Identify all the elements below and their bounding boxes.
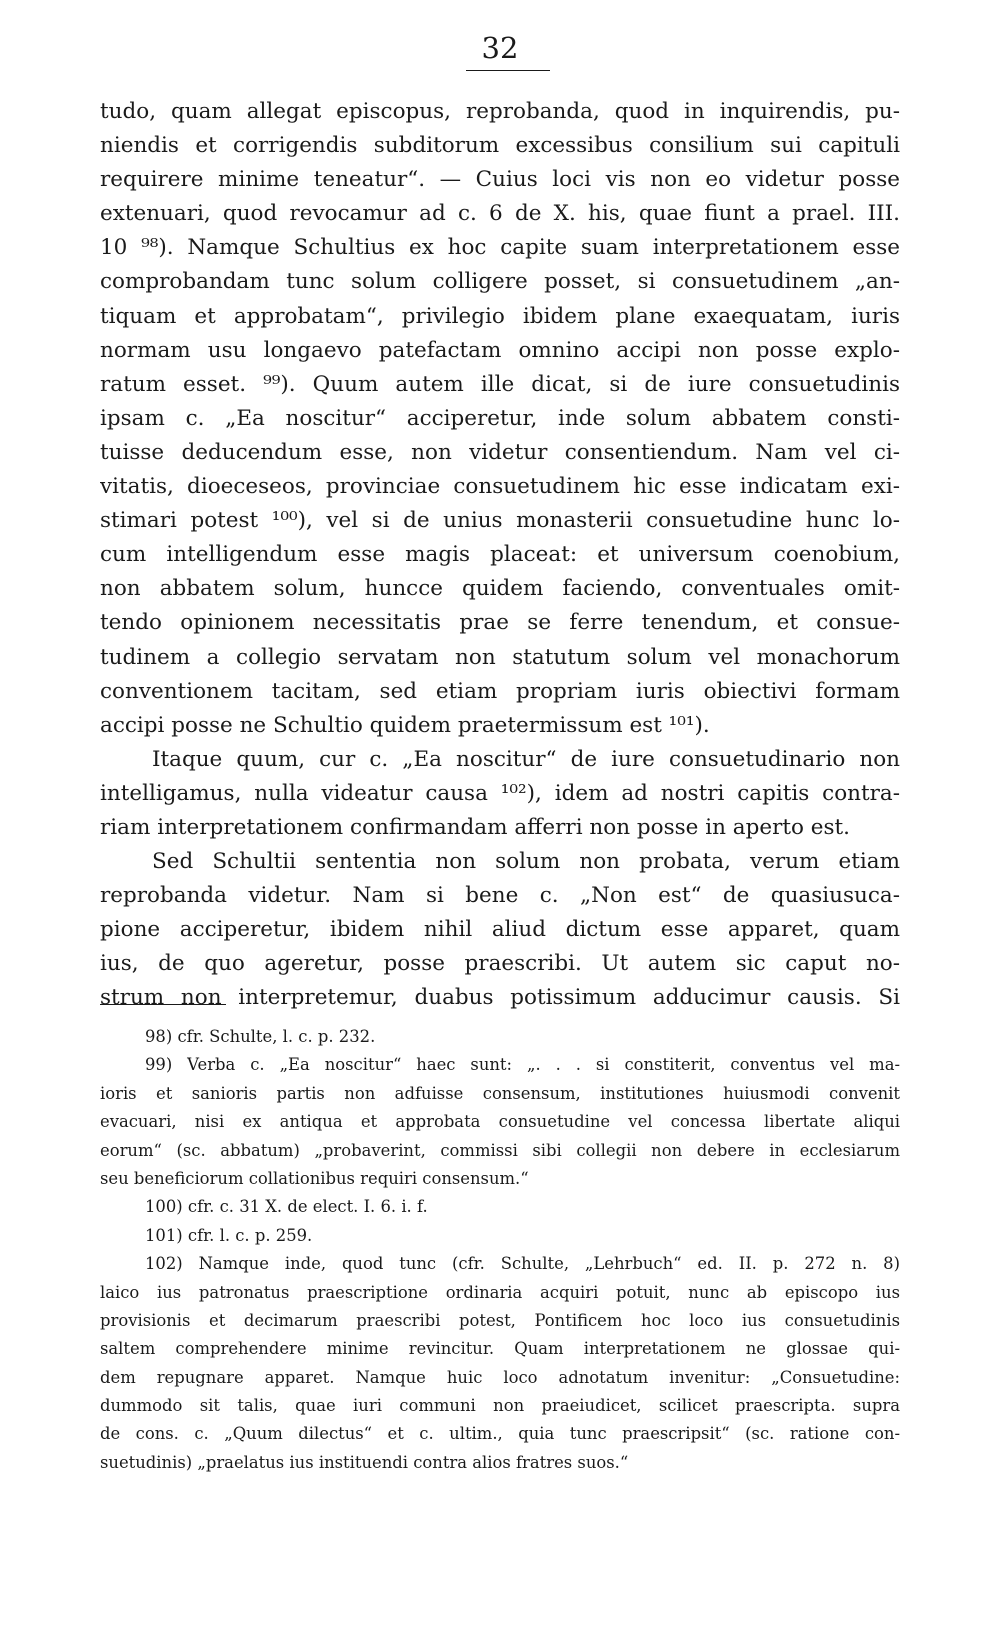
text-line: pione acciperetur, ibidem nihil aliud dictum esse apparet, quam <box>100 917 900 943</box>
text-line: stimari potest ¹⁰⁰), vel si de unius monasterii consuetudine hunc lo- <box>100 508 900 534</box>
text-line: tudo, quam allegat episcopus, reprobanda, quod in inquirendis, pu- <box>100 99 900 124</box>
text-line: 10 ⁹⁸). Namque Schultius ex hoc capite suam interpretationem esse <box>100 235 900 261</box>
footnote-line: ioris et sanioris partis non adfuisse consensum, institutiones huiusmodi convenit <box>100 1083 900 1103</box>
text-line: niendis et corrigendis subditorum excessibus consilium sui capituli <box>100 133 900 159</box>
text-line: Itaque quum, cur c. „Ea noscitur“ de iure consuetudinario non <box>152 746 900 772</box>
text-line: requirere minime teneatur“. — Cuius loci vis non eo videtur posse <box>100 167 900 193</box>
text-line: ius, de quo ageretur, posse praescribi. Ut autem sic caput no- <box>100 951 900 977</box>
footnote-line: seu beneficiorum collationibus requiri consensum.“ <box>100 1168 529 1188</box>
text-line: tuisse deducendum esse, non videtur consentiendum. Nam vel ci- <box>100 439 900 465</box>
footnote-line: 101) cfr. l. c. p. 259. <box>145 1225 313 1245</box>
text-line: cum intelligendum esse magis placeat: et universum coenobium, <box>100 542 900 568</box>
main-text <box>100 95 900 1016</box>
text-line: extenuari, quod revocamur ad c. 6 de X. his, quae fiunt a prael. III. <box>100 201 900 227</box>
text-line: accipi posse ne Schultio quidem praetermissum est ¹⁰¹). <box>100 712 710 738</box>
text-line: normam usu longaevo patefactam omnino accipi non posse explo- <box>100 337 900 363</box>
footnote-line: 102) Namque inde, quod tunc (cfr. Schulte, „Lehrbuch“ ed. II. p. 272 n. 8) <box>145 1254 900 1274</box>
text-line: vitatis, dioeceseos, provinciae consuetudinem hic esse indicatam exi- <box>100 474 900 500</box>
text-line: tiquam et approbatam“, privilegio ibidem plane exaequatam, iuris <box>100 303 900 329</box>
text-line: comprobandam tunc solum colligere posset, si consuetudinem „an- <box>100 269 900 295</box>
footnote-line: dem repugnare apparet. Namque huic loco adnotatum invenitur: „Consuetudine: <box>100 1367 900 1387</box>
text-line: reprobanda videtur. Nam si bene c. „Non est“ de quasiusuca- <box>100 883 900 909</box>
text-line: riam interpretationem confirmandam afferri non posse in aperto est. <box>100 814 851 840</box>
text-line: ratum esset. ⁹⁹). Quum autem ille dicat, si de iure consuetudinis <box>100 371 900 397</box>
footnote-line: evacuari, nisi ex antiqua et approbata consuetudine vel concessa libertate aliqui <box>100 1112 900 1132</box>
page-number: 32 <box>481 31 519 65</box>
footnote-line: de cons. c. „Quum dilectus“ et c. ultim., quia tunc praescripsit“ (sc. ratione con- <box>100 1424 900 1444</box>
footnote-rule <box>100 1004 226 1005</box>
text-line: tudinem a collegio servatam non statutum solum vel monachorum <box>100 644 900 670</box>
footnote-line: dummodo sit talis, quae iuri communi non praeiudicet, scilicet praescripta. supra <box>100 1396 900 1416</box>
text-line: conventionem tacitam, sed etiam propriam iuris obiectivi formam <box>100 678 900 704</box>
footnote-line: 100) cfr. c. 31 X. de elect. I. 6. i. f. <box>145 1197 428 1217</box>
footnote-line: provisionis et decimarum praescribi potest, Pontificem hoc loco ius consuetudinis <box>100 1310 900 1330</box>
text-line: tendo opinionem necessitatis prae se ferre tenendum, et consue- <box>100 610 900 636</box>
footnote-line: eorum“ (sc. abbatum) „probaverint, commissi sibi collegii non debere in ecclesiarum <box>100 1140 900 1160</box>
text-line: non abbatem solum, huncce quidem faciendo, conventuales omit- <box>100 576 900 602</box>
text-line: intelligamus, nulla videatur causa ¹⁰²), idem ad nostri capitis contra- <box>100 780 900 806</box>
text-line: strum non interpretemur, duabus potissimum adducimur causis. Si <box>100 985 900 1011</box>
footnote-line: 99) Verba c. „Ea noscitur“ haec sunt: „. . . si constiterit, conventus vel ma- <box>145 1055 900 1075</box>
text-line: ipsam c. „Ea noscitur“ acciperetur, inde solum abbatem consti- <box>100 405 900 431</box>
footnote-line: saltem comprehendere minime revincitur. Quam interpretationem ne glossae qui- <box>100 1339 900 1359</box>
footnote-line: laico ius patronatus praescriptione ordinaria acquiri potuit, nunc ab episcopo ius <box>100 1282 900 1302</box>
footnotes <box>100 1023 900 1477</box>
text-line: Sed Schultii sententia non solum non probata, verum etiam <box>152 849 900 875</box>
footnote-line: suetudinis) „praelatus ius instituendi contra alios fratres suos.“ <box>100 1452 629 1472</box>
footnote-line: 98) cfr. Schulte, l. c. p. 232. <box>145 1027 376 1046</box>
page-number-rule <box>466 70 550 71</box>
